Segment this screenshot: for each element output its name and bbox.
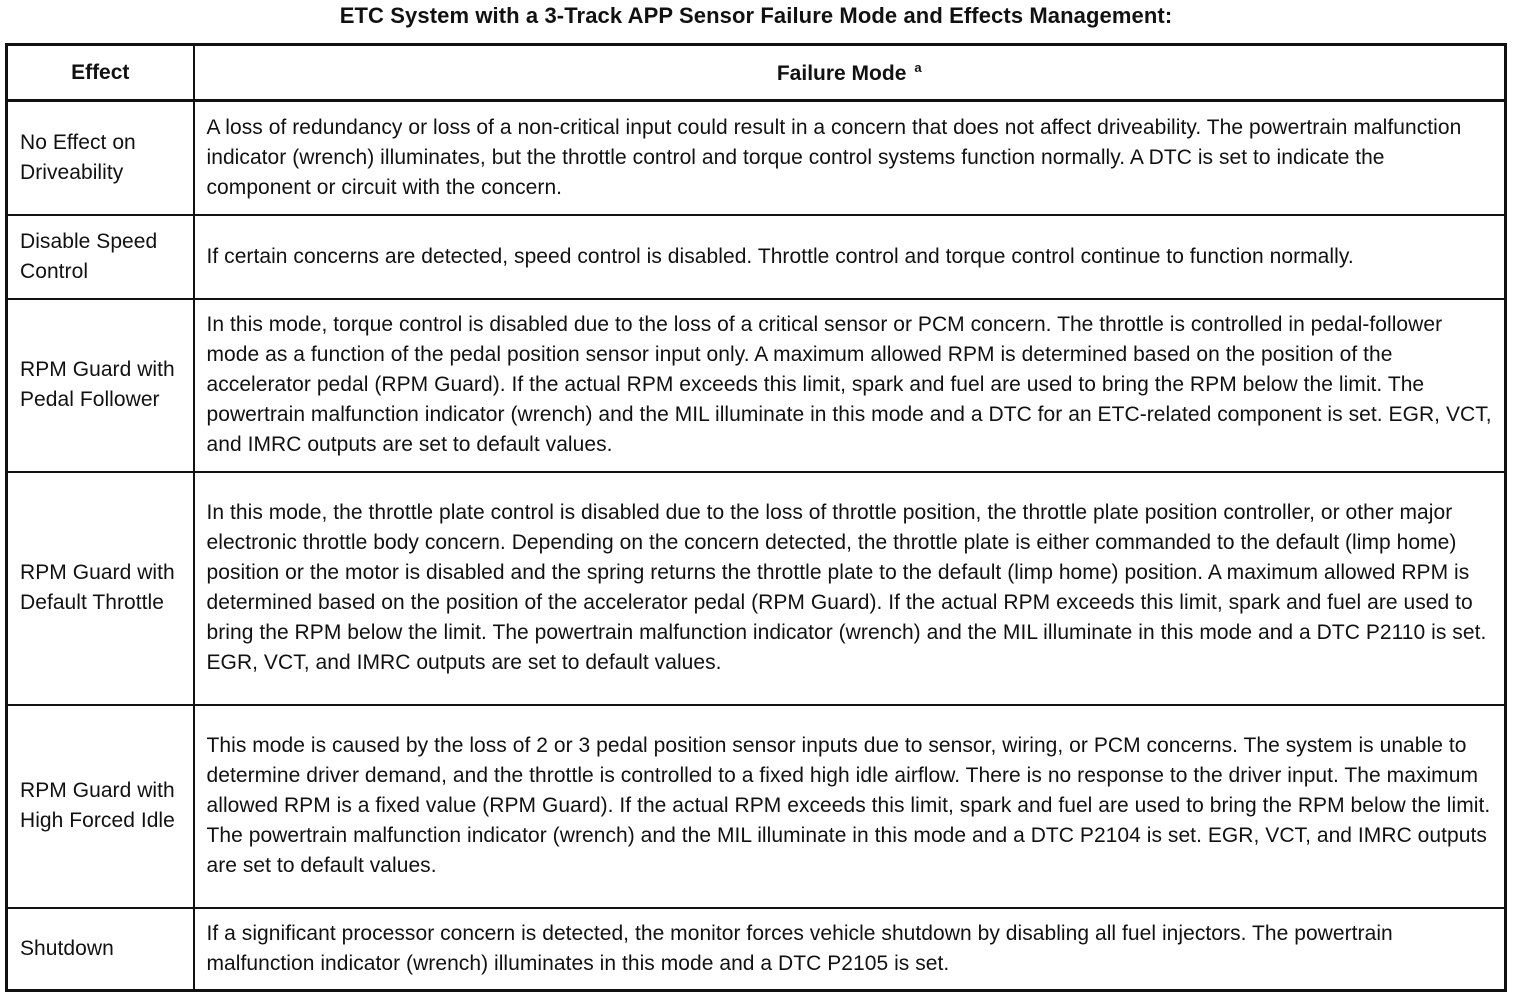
- effect-cell: Disable Speed Control: [7, 215, 194, 299]
- effect-cell: RPM Guard with High Forced Idle: [7, 705, 194, 908]
- table-row: [7, 472, 1506, 705]
- table-title: ETC System with a 3-Track APP Sensor Failure Mode and Effects Management:: [339, 3, 1173, 28]
- table-row: [7, 705, 1506, 908]
- header-failure-mode-label: Failure Mode: [776, 61, 907, 85]
- effect-cell: RPM Guard with Pedal Follower: [7, 299, 194, 472]
- table-row: [7, 908, 1506, 991]
- effect-cell: RPM Guard with Default Throttle: [7, 472, 194, 705]
- header-effect: [7, 45, 194, 101]
- failure-mode-cell: This mode is caused by the loss of 2 or 3 pedal position sensor inputs due to sensor, wiring, or PCM concerns. The system is unable to determine driver demand, and the throttle is controlled to a fixed high idle airflow. There is no response to the driver input. The maximum allowed RPM is a fixed value (RPM Guard). If the actual RPM exceeds this limit, spark and fuel are used to bring the RPM below the limit. The powertrain malfunction indicator (wrench) and the MIL illuminate in this mode and a DTC P2104 is set. EGR, VCT, and IMRC outputs are set to default values.: [194, 705, 1506, 908]
- failure-mode-cell: If a significant processor concern is detected, the monitor forces vehicle shutdown by disabling all fuel injectors. The powertrain malfunction indicator (wrench) illuminates in this mode and a DTC P2105 is set.: [194, 908, 1506, 991]
- header-effect-label: Effect: [71, 60, 130, 84]
- failure-mode-cell: In this mode, the throttle plate control is disabled due to the loss of throttle position, the throttle plate position controller, or other major electronic throttle body concern. Depending on the concern detected, the throttle plate is either commanded to the default (limp home) position or the motor is disabled and the spring returns the throttle plate to the default (limp home) position. A maximum allowed RPM is determined based on the position of the accelerator pedal (RPM Guard). If the actual RPM exceeds this limit, spark and fuel are used to bring the RPM below the limit. The powertrain malfunction indicator (wrench) and the MIL illuminate in this mode and a DTC P2110 is set. EGR, VCT, and IMRC outputs are set to default values.: [194, 472, 1506, 705]
- effect-cell: Shutdown: [7, 908, 194, 991]
- header-failure-mode: [194, 45, 1506, 101]
- effect-cell: No Effect on Driveability: [7, 101, 194, 215]
- table-row: [7, 215, 1506, 299]
- footnote-marker: a: [914, 59, 922, 75]
- failure-mode-table: [5, 43, 1507, 992]
- failure-mode-cell: A loss of redundancy or loss of a non-critical input could result in a concern that does not affect driveability. The powertrain malfunction indicator (wrench) illuminates, but the throttle control and torque control systems function normally. A DTC is set to indicate the component or circuit with the concern.: [194, 101, 1506, 215]
- failure-mode-cell: If certain concerns are detected, speed control is disabled. Throttle control and torque control continue to function normally.: [194, 215, 1506, 299]
- table-header-row: [7, 45, 1506, 101]
- table-row: [7, 101, 1506, 215]
- failure-mode-cell: In this mode, torque control is disabled due to the loss of a critical sensor or PCM concern. The throttle is controlled in pedal-follower mode as a function of the pedal position sensor input only. A maximum allowed RPM is determined based on the position of the accelerator pedal (RPM Guard). If the actual RPM exceeds this limit, spark and fuel are used to bring the RPM below the limit. The powertrain malfunction indicator (wrench) and the MIL illuminate in this mode and a DTC for an ETC-related component is set. EGR, VCT, and IMRC outputs are set to default values.: [194, 299, 1506, 472]
- table-row: [7, 299, 1506, 472]
